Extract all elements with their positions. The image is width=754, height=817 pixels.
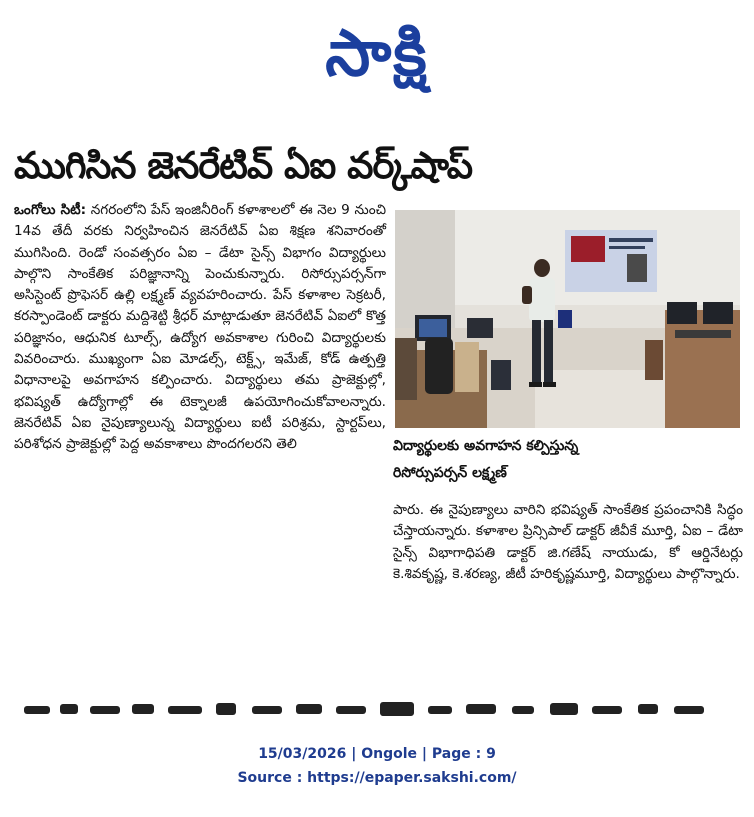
cropped-text-strokes: [20, 700, 735, 720]
workshop-photo: [395, 210, 740, 428]
caption-line-1: విద్యార్థులకు అవగాహన కల్పిస్తున్న: [393, 438, 579, 454]
article-body-left-column: [14, 200, 386, 456]
next-headline-cutoff: [20, 700, 735, 720]
article-paragraph-left: [14, 200, 386, 456]
footer-source: Source : https://epaper.sakshi.com/: [237, 770, 517, 786]
sakshi-logo: సాక్షి: [325, 17, 429, 91]
caption-line-2: రిసోర్సుపర్సన్ లక్ష్మణ్: [393, 465, 507, 481]
article-text-right: పారు. ఈ నైపుణ్యాలు వారిని భవిష్యత్ సాంకేతిక ప్రపంచానికి సిద్ధం చేస్తాయన్నారు. కళాశాల ప్రిన్సిపాల్ డాక్టర్ జీవీకే మూర్తి, ఏఐ – డేటా సైన్స్ విభాగాధిపతి డాక్టర్ జి.గణేష్ నాయుడు, కో ఆర్డినేటర్లు కె.శివకృష్ణ, కె.శరణ్య, జీటీ హరికృష్ణమూర్తి, విద్యార్థులు పాల్గొన్నారు.: [393, 502, 743, 582]
workshop-photo-illustration: [395, 210, 740, 428]
footer: [0, 742, 754, 790]
dateline: ఒంగోలు సిటీ:: [14, 202, 87, 218]
footer-date-edition: 15/03/2026 | Ongole | Page : 9: [258, 746, 496, 762]
article-text-left: నగరంలోని పేస్ ఇంజినీరింగ్ కళాశాలలో ఈ నెల 9 నుంచి 14వ తేదీ వరకు నిర్వహించిన జెనరేటివ్ ఏఐ శిక్షణ శనివారంతో ముగిసింది. రెండో సంవత్సరం ఏఐ – డేటా సైన్స్ విభాగం విద్యార్థులు పాల్గొని సాంకేతిక పరిజ్ఞానాన్ని పెంచుకున్నారు. రిసోర్సుపర్సన్‌గా అసిస్టెంట్ ప్రొఫెసర్ ఉల్లి లక్ష్మణ్ వ్యవహరించారు. పేస్ కళాశాల సెక్రటరీ, కరస్పాండెంట్ డాక్టరు మద్దిశెట్టి శ్రీధర్ మాట్లాడుతూ జెనరేటివ్ ఏఐలో కొత్త పరిజ్ఞానం, ఆధునిక టూల్స్, ఉద్యోగ అవకాశాల గురించి విద్యార్థులకు వివరించారు. ముఖ్యంగా ఏఐ మోడల్స్, టెక్ట్స్, ఇమేజ్, కోడ్ ఉత్పత్తి విధానాలపై అవగాహన కల్పించారు. విద్యార్థులు తమ ప్రాజెక్టుల్లో, భవిష్యత్ ఉద్యోగాల్లో ఈ టెక్నాలజీ ఉపయోగించుకోవాలన్నారు. జెనరేటివ్ ఏఐ నైపుణ్యాలున్న విద్యార్థులు ఐటీ పరిశ్రమ, స్టార్టప్‌లు, పరిశోధన ప్రాజెక్టుల్లో పెద్ద అవకాశాలు పొందగలరని తెలి: [14, 202, 386, 453]
article-headline: ముగిసిన జెనరేటివ్ ఏఐ వర్క్‌షాప్: [14, 144, 473, 187]
masthead: [0, 14, 754, 94]
photo-caption: [393, 433, 743, 487]
article-body-right-column: [393, 500, 743, 585]
